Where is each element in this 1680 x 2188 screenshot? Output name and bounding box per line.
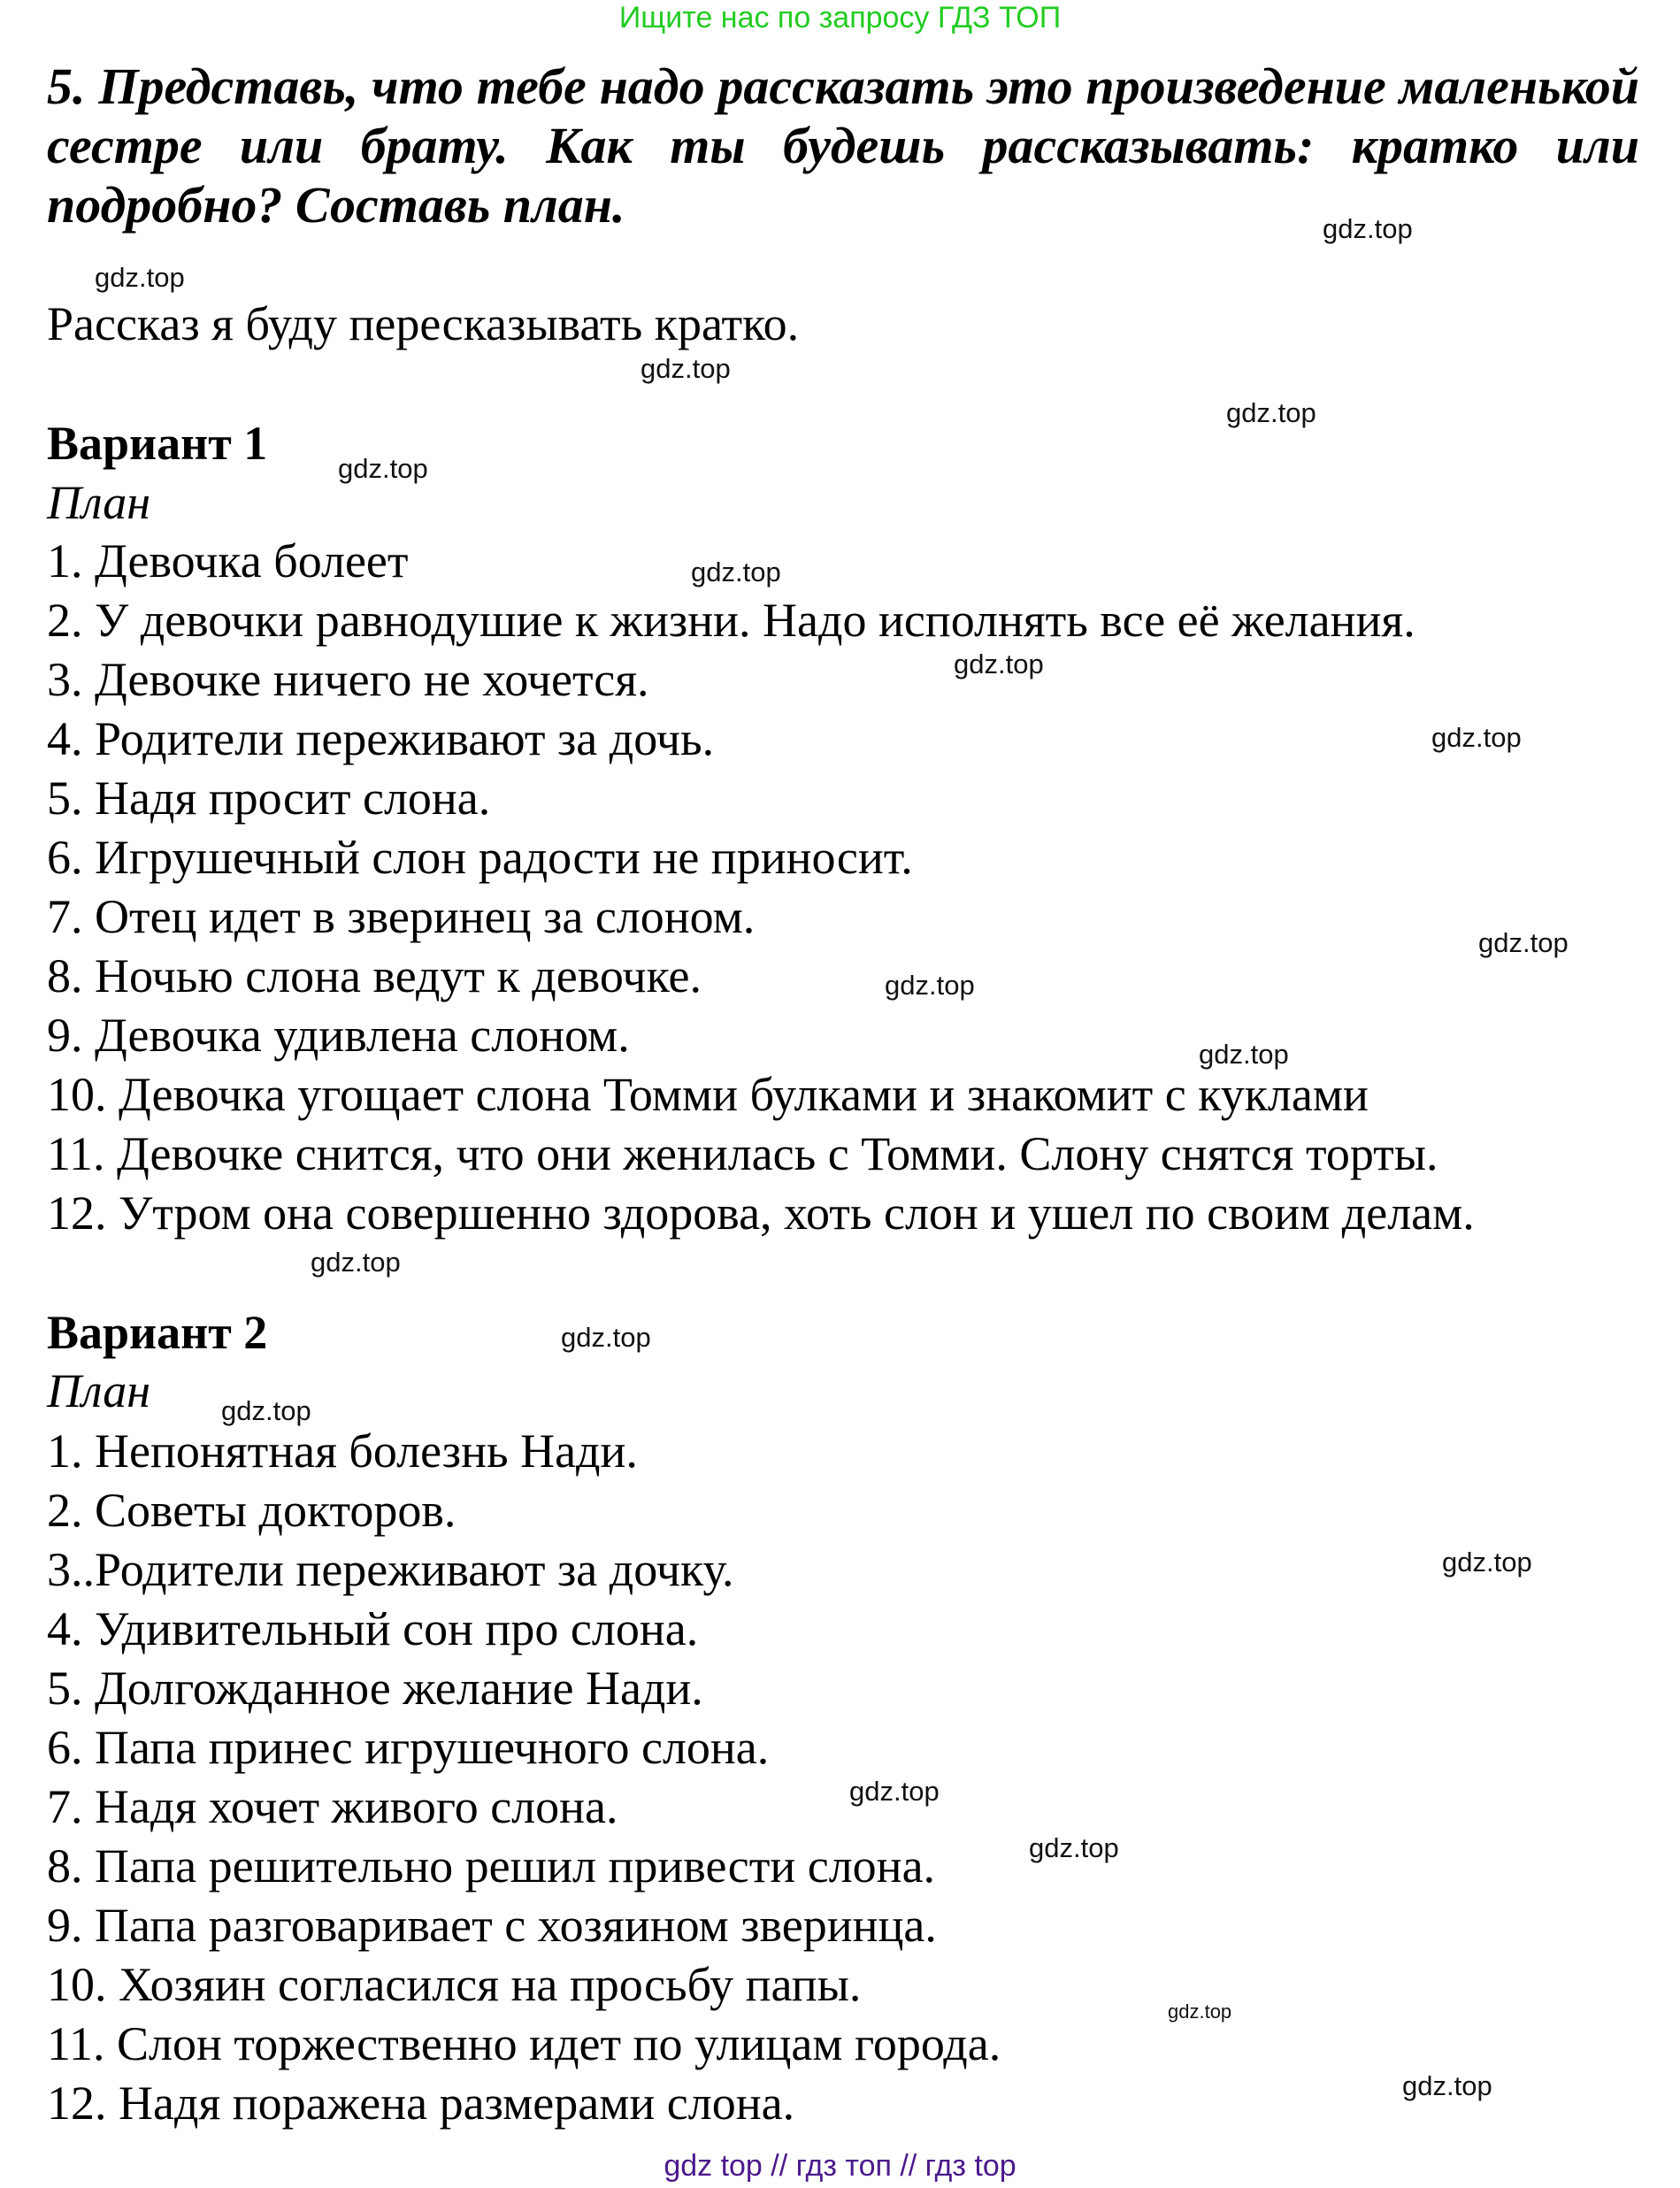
- watermark: gdz.top: [338, 453, 428, 484]
- watermark: gdz.top: [691, 557, 781, 587]
- variant2-heading: Вариант 2: [47, 1306, 268, 1359]
- watermark: gdz.top: [221, 1395, 311, 1426]
- plan-item: 11. Слон торжественно идет по улицам города.: [47, 2017, 1001, 2070]
- plan-item: 8. Ночью слона ведут к девочке.: [47, 949, 702, 1002]
- watermark: gdz.top: [1323, 213, 1413, 244]
- watermark: gdz.top: [954, 649, 1044, 679]
- plan-item: 4. Удивительный сон про слона.: [47, 1602, 699, 1655]
- watermark: gdz.top: [311, 1247, 401, 1278]
- plan-item: 7. Надя хочет живого слона.: [47, 1780, 618, 1833]
- watermark: gdz.top: [885, 970, 975, 1001]
- task-question: 5. Представь, что тебе надо рассказать это произведение маленькой сестре или брату. Как ты будешь рассказывать: кратко или подробно? Составь план.: [47, 58, 1639, 234]
- watermark: gdz.top: [1226, 397, 1316, 428]
- watermark: gdz.top: [1029, 1832, 1119, 1863]
- watermark: gdz.top: [1442, 1547, 1532, 1578]
- footer-links[interactable]: gdz top // гдз топ // гдз top: [664, 2149, 1016, 2183]
- plan-item: 3. Девочке ничего не хочется.: [47, 653, 649, 706]
- plan-item: 10. Хозяин согласился на просьбу папы.: [47, 1958, 862, 2011]
- plan-item: 5. Надя просит слона.: [47, 772, 491, 825]
- plan-item: 12. Надя поражена размерами слона.: [47, 2077, 795, 2130]
- plan-item: 4. Родители переживают за дочь.: [47, 712, 715, 765]
- plan-item: 8. Папа решительно решил привести слона.: [47, 1839, 936, 1892]
- watermark: gdz.top: [849, 1776, 940, 1807]
- watermark: gdz.top: [561, 1322, 651, 1353]
- watermark: gdz.top: [1168, 2000, 1232, 2023]
- plan-item: 1. Непонятная болезнь Нади.: [47, 1424, 638, 1478]
- watermark: gdz.top: [1431, 722, 1522, 753]
- plan-item: 9. Папа разговаривает с хозяином зверинца.: [47, 1899, 937, 1952]
- plan-item: 2. У девочки равнодушие к жизни. Надо исполнять все её желания.: [47, 594, 1415, 647]
- watermark: gdz.top: [1478, 927, 1569, 958]
- variant1-heading: Вариант 1: [47, 417, 268, 470]
- watermark: gdz.top: [1199, 1039, 1289, 1070]
- plan-item: 3..Родители переживают за дочку.: [47, 1543, 734, 1596]
- plan-item: 11. Девочке снится, что они женилась с Томми. Слону снятся торты.: [47, 1127, 1438, 1180]
- plan-item: 1. Девочка болеет: [47, 534, 409, 587]
- plan-item: 10. Девочка угощает слона Томми булками и знакомит с куклами: [47, 1068, 1369, 1121]
- plan-item: 7. Отец идет в зверинец за слоном.: [47, 890, 756, 943]
- plan-item: 9. Девочка удивлена слоном.: [47, 1009, 630, 1062]
- watermark: gdz.top: [95, 262, 185, 293]
- plan-item: 12. Утром она совершенно здорова, хоть слон и ушел по своим делам.: [47, 1186, 1475, 1240]
- watermark: gdz.top: [1402, 2070, 1492, 2101]
- plan-item: 6. Игрушечный слон радости не приносит.: [47, 831, 913, 884]
- variant1-plan-label: План: [47, 476, 150, 529]
- plan-item: 2. Советы докторов.: [47, 1484, 456, 1537]
- plan-item: 6. Папа принес игрушечного слона.: [47, 1721, 770, 1774]
- variant2-plan-label: План: [47, 1364, 150, 1417]
- answer-intro: Рассказ я буду пересказывать кратко.: [47, 297, 800, 350]
- search-banner[interactable]: Ищите нас по запросу ГДЗ ТОП: [618, 1, 1062, 35]
- plan-item: 5. Долгожданное желание Нади.: [47, 1662, 703, 1715]
- watermark: gdz.top: [641, 353, 731, 384]
